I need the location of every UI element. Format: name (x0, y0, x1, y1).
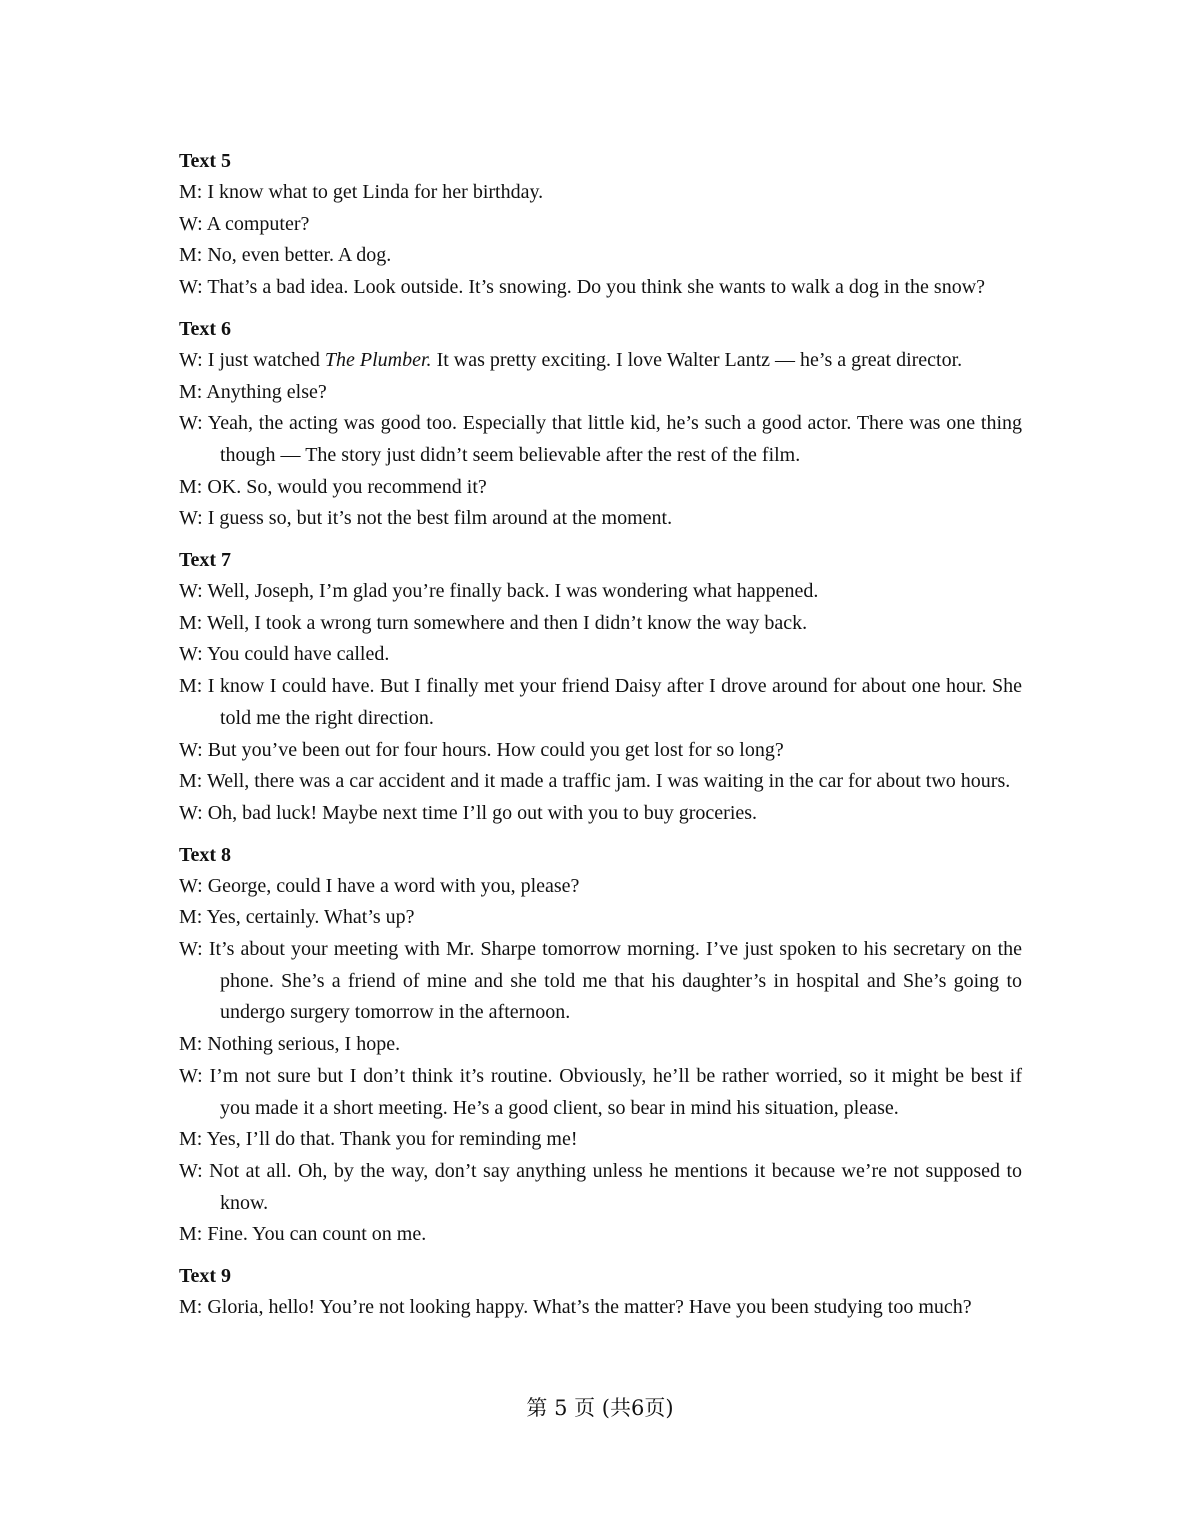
line-text: Not at all. Oh, by the way, don’t say anything unless he mentions it because we’re not supposed to know. (209, 1159, 1023, 1214)
dialogue-line (179, 472, 1022, 504)
line-text: A computer? (206, 212, 310, 235)
dialogue-line (179, 798, 1022, 830)
line-text: I know I could have. But I finally met your friend Daisy after I drove around for about one hour. She told me the right direction. (207, 675, 1022, 729)
line-text: Well, I took a wrong turn somewhere and then I didn’t know the way back. (206, 611, 808, 634)
line-text: OK. So, would you recommend it? (207, 475, 487, 498)
dialogue-line (179, 408, 1022, 471)
line-text: I guess so, but it’s not the best film around at the moment. (207, 507, 673, 530)
line-text: I’m not sure but I don’t think it’s routine. Obviously, he’ll be rather worried, so it might be best if you made it a short meeting. He’s a good client, so bear in mind his situation, please. (209, 1064, 1022, 1119)
speaker-label: W: (179, 348, 203, 371)
dialogue-line (179, 240, 1022, 272)
dialogue-line (179, 608, 1022, 640)
dialogue-line (179, 1029, 1022, 1061)
speaker-label: W: (179, 412, 203, 435)
film-title: The Plumber. (324, 348, 432, 371)
line-text: I know what to get Linda for her birthday. (207, 181, 544, 203)
transcript-page (179, 145, 1022, 1324)
section-text-6 (179, 313, 1022, 535)
line-text: Anything else? (206, 380, 327, 403)
section-title: Text 5 (179, 150, 232, 172)
line-text: Yes, certainly. What’s up? (206, 906, 415, 929)
dialogue-line (179, 902, 1022, 934)
speaker-label: W: (179, 874, 203, 897)
speaker-label: M: (179, 906, 203, 929)
line-text: It’s about your meeting with Mr. Sharpe tomorrow morning. I’ve just spoken to his secretary on the phone. She’s a friend of mine and she told me that his daughter’s in hospital and She’s going to undergo surgery tomorrow in the afternoon. (208, 938, 1023, 1024)
line-text: Nothing serious, I hope. (207, 1033, 401, 1056)
speaker-label: W: (179, 938, 203, 961)
speaker-label: M: (179, 1033, 203, 1056)
speaker-label: W: (179, 738, 203, 761)
dialogue-line (179, 934, 1022, 1029)
speaker-label: M: (179, 1128, 203, 1151)
speaker-label: M: (179, 244, 203, 267)
speaker-label: W: (179, 580, 203, 603)
section-title: Text 6 (179, 317, 232, 340)
dialogue-line (179, 1124, 1022, 1156)
line-text-before: I just watched (207, 348, 325, 371)
dialogue-line (179, 576, 1022, 608)
dialogue-line (179, 1219, 1022, 1251)
dialogue-line (179, 766, 1022, 798)
page-footer: 第 5 页 (共6页) (526, 1396, 674, 1420)
section-text-8 (179, 839, 1022, 1251)
speaker-label: M: (179, 1223, 203, 1246)
speaker-label: M: (179, 181, 203, 203)
section-title: Text 7 (179, 549, 232, 572)
dialogue-line (179, 871, 1022, 903)
line-text: Oh, bad luck! Maybe next time I’ll go out with you to buy groceries. (207, 801, 758, 824)
dialogue-line (179, 503, 1022, 535)
line-text: It was pretty exciting. I love Walter Lantz — he’s a great director. (431, 348, 963, 371)
speaker-label: W: (179, 1159, 203, 1182)
dialogue-line (179, 1156, 1022, 1219)
dialogue-line (179, 671, 1022, 734)
section-title: Text 8 (179, 843, 232, 866)
speaker-label: M: (179, 675, 203, 698)
dialogue-line (179, 1061, 1022, 1124)
line-text: George, could I have a word with you, please? (207, 874, 580, 897)
line-text: Gloria, hello! You’re not looking happy. What’s the matter? Have you been studying too much? (207, 1296, 972, 1319)
speaker-label: W: (179, 643, 203, 666)
dialogue-line (179, 345, 1022, 377)
line-text: You could have called. (206, 643, 390, 666)
line-text: Yes, I’ll do that. Thank you for reminding me! (206, 1128, 578, 1151)
speaker-label: M: (179, 611, 203, 634)
line-text: Well, Joseph, I’m glad you’re finally back. I was wondering what happened. (207, 580, 819, 603)
dialogue-line (179, 735, 1022, 767)
dialogue-line (179, 177, 1022, 209)
speaker-label: M: (179, 380, 203, 403)
speaker-label: M: (179, 770, 203, 793)
dialogue-line (179, 272, 1022, 304)
dialogue-line (179, 1292, 1022, 1324)
line-text: Fine. You can count on me. (207, 1223, 427, 1246)
line-text: But you’ve been out for four hours. How could you get lost for so long? (207, 738, 784, 761)
section-text-5 (179, 145, 1022, 304)
section-text-9 (179, 1260, 1022, 1324)
line-text: Yeah, the acting was good too. Especially that little kid, he’s such a good actor. There was one thing though — The story just didn’t seem believable after the rest of the film. (207, 412, 1022, 466)
dialogue-line (179, 209, 1022, 241)
line-text: No, even better. A dog. (207, 244, 392, 267)
speaker-label: W: (179, 1064, 203, 1087)
section-title: Text 9 (179, 1265, 232, 1288)
line-text: Well, there was a car accident and it made a traffic jam. I was waiting in the car for about two hours. (206, 770, 1011, 793)
speaker-label: M: (179, 475, 203, 498)
line-text: That’s a bad idea. Look outside. It’s snowing. Do you think she wants to walk a dog in the snow? (207, 276, 986, 299)
speaker-label: W: (179, 801, 203, 824)
section-text-7 (179, 544, 1022, 830)
speaker-label: W: (179, 212, 203, 235)
dialogue-line (179, 377, 1022, 409)
speaker-label: M: (179, 1296, 203, 1319)
speaker-label: W: (179, 276, 203, 299)
speaker-label: W: (179, 507, 203, 530)
dialogue-line (179, 639, 1022, 671)
